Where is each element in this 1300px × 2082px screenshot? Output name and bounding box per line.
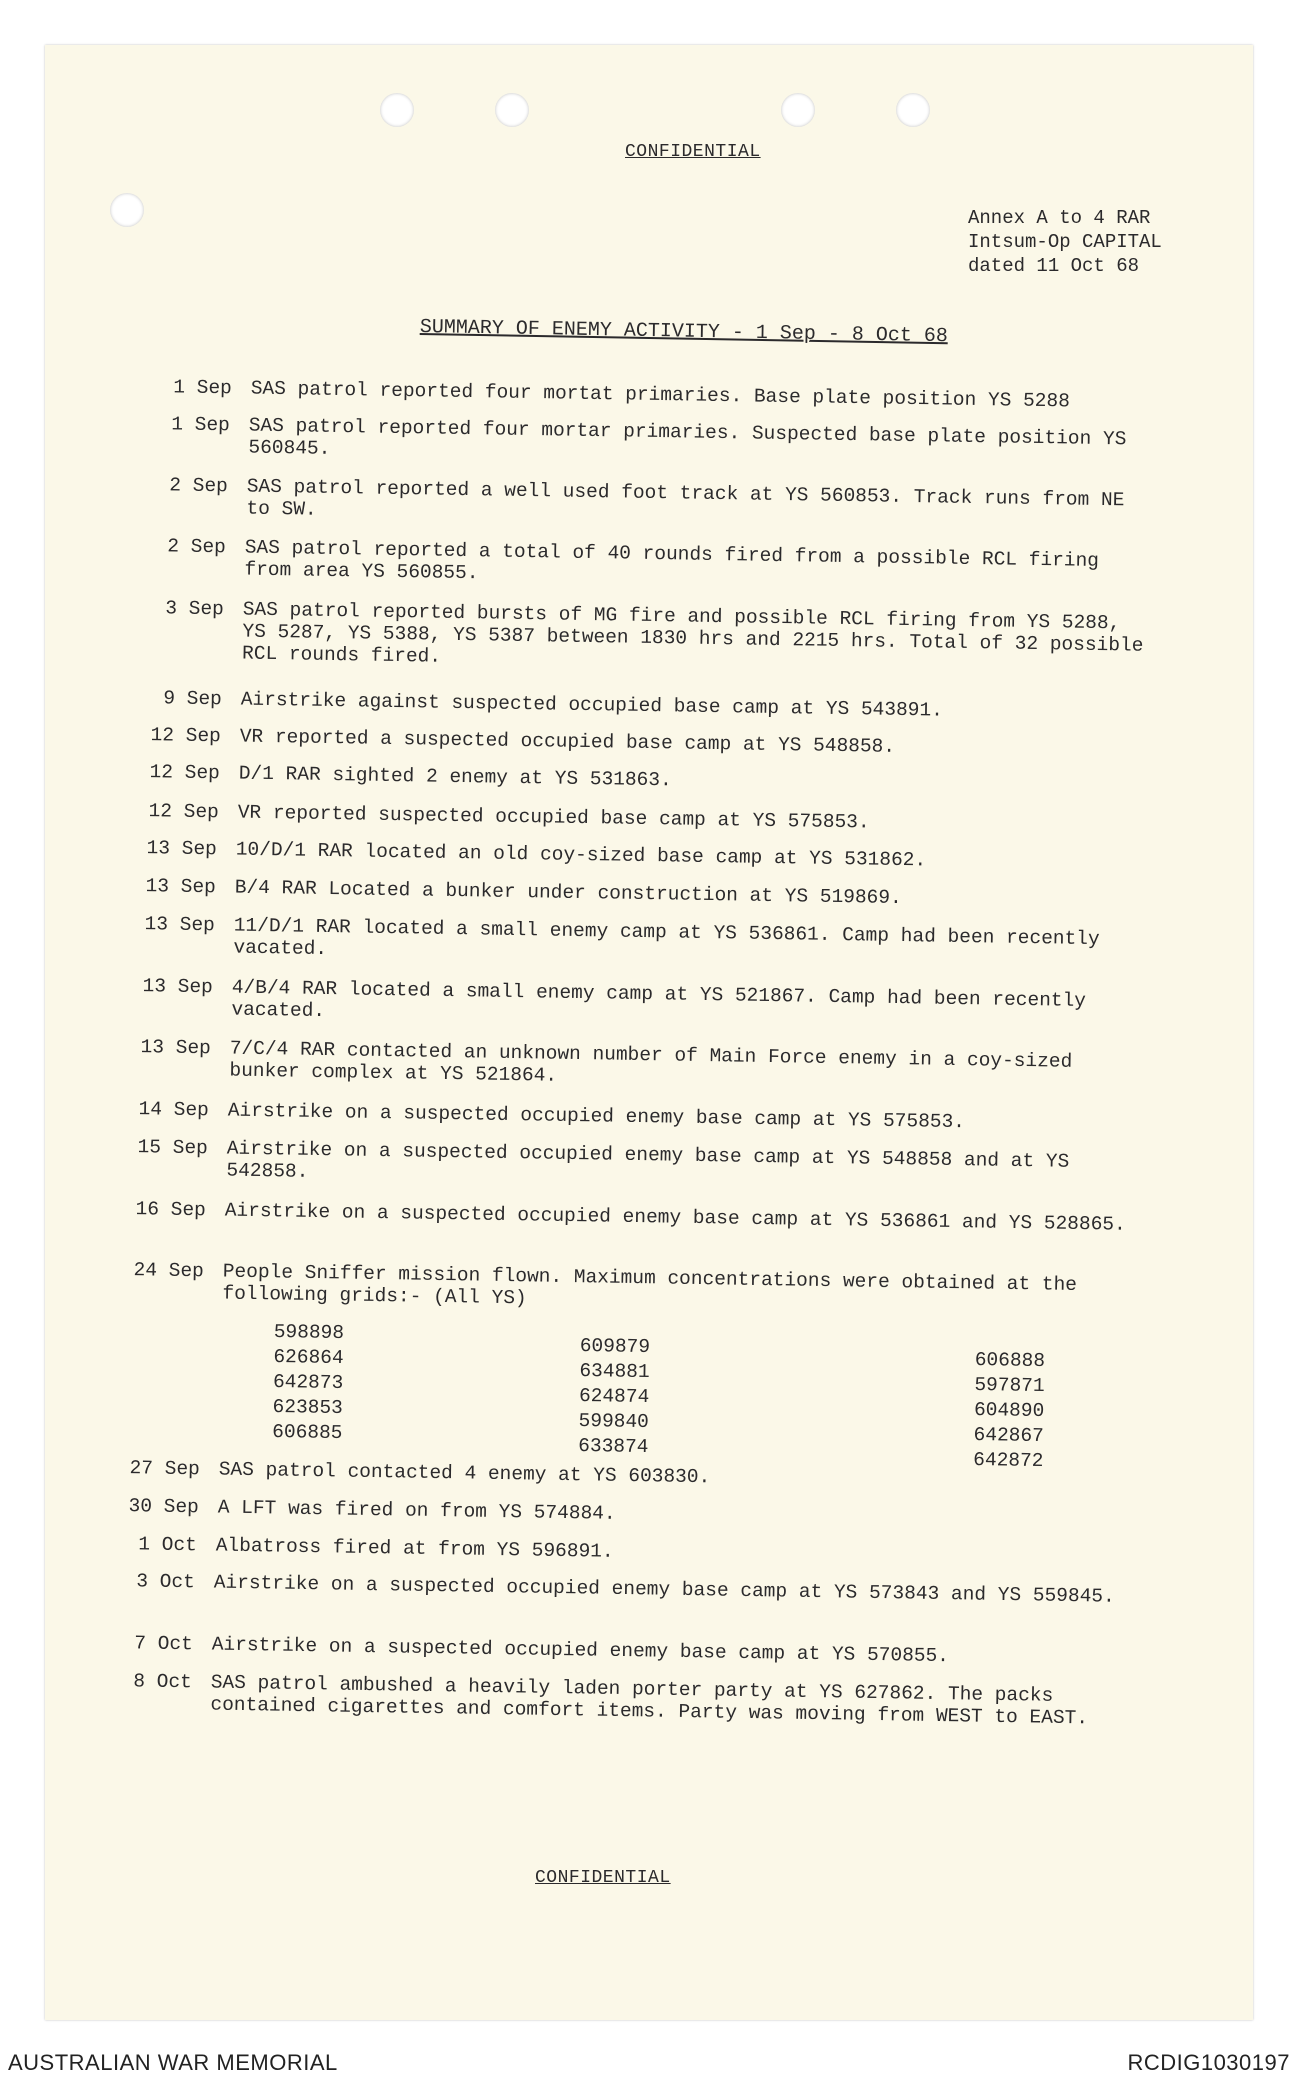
entry-date: 1 Sep bbox=[173, 376, 232, 400]
entry-text: 4/B/4 RAR located a small enemy camp at YS 521867. Camp had been recently vacated. bbox=[231, 976, 1087, 1023]
entry-text: Airstrike on a suspected occupied enemy base camp at YS 548858 and at YS 542858. bbox=[226, 1137, 1070, 1183]
entry-date: 12 Sep bbox=[150, 724, 221, 748]
grid-reference: 642873 bbox=[272, 1370, 344, 1395]
grid-column bbox=[272, 1320, 344, 1446]
entry-date: 1 Oct bbox=[138, 1533, 197, 1557]
entry-date: 2 Sep bbox=[169, 474, 228, 498]
entry-text: Airstrike on a suspected occupied enemy base camp at YS 570855. bbox=[211, 1633, 950, 1668]
entry-text: Airstrike on a suspected occupied enemy base camp at YS 575853. bbox=[227, 1099, 966, 1134]
entry-date: 12 Sep bbox=[148, 800, 219, 824]
entry-text: 11/D/1 RAR located a small enemy camp at YS 536861. Camp had been recently vacated. bbox=[233, 914, 1100, 961]
entry-date: 8 Oct bbox=[133, 1670, 192, 1694]
entry-text: SAS patrol reported a total of 40 rounds fired from a possible RCL firing from area YS 560855. bbox=[244, 536, 1100, 585]
entry-text: SAS patrol reported four mortat primaries. Base plate position YS 5288 bbox=[250, 377, 1071, 413]
entry-text: VR reported suspected occupied base camp at YS 575853. bbox=[237, 801, 870, 834]
entry-text: D/1 RAR sighted 2 enemy at YS 531863. bbox=[238, 762, 672, 792]
entry-text: 7/C/4 RAR contacted an unknown number of Main Force enemy in a coy-sized bunker complex at YS 521864. bbox=[229, 1037, 1073, 1087]
entry-date: 13 Sep bbox=[144, 913, 215, 937]
entry-date: 14 Sep bbox=[138, 1098, 209, 1122]
entry-text: Airstrike against suspected occupied base camp at YS 543891. bbox=[240, 688, 944, 722]
annex-line: Intsum-Op CAPITAL bbox=[968, 231, 1162, 253]
entry-date: 2 Sep bbox=[167, 535, 226, 559]
grid-reference: 642867 bbox=[973, 1423, 1045, 1448]
grid-reference: 597871 bbox=[974, 1373, 1045, 1398]
entry-text: 10/D/1 RAR located an old coy-sized base camp at YS 531862. bbox=[235, 838, 927, 872]
annex-line: dated 11 Oct 68 bbox=[968, 255, 1140, 277]
entry-date: 13 Sep bbox=[146, 837, 217, 861]
entry-date: 3 Sep bbox=[165, 597, 224, 621]
entry-date: 7 Oct bbox=[134, 1632, 193, 1656]
entry-date: 13 Sep bbox=[142, 975, 213, 999]
entry-date: 13 Sep bbox=[145, 875, 216, 899]
entry-date: 13 Sep bbox=[140, 1036, 211, 1060]
grid-reference: 604890 bbox=[973, 1398, 1045, 1423]
grid-reference: 599840 bbox=[578, 1409, 650, 1434]
entry-text: A LFT was fired on from YS 574884. bbox=[217, 1496, 616, 1525]
entry-text: VR reported a suspected occupied base camp at YS 548858. bbox=[239, 725, 896, 758]
annex-line: Annex A to 4 RAR bbox=[968, 207, 1151, 229]
entry-text: Airstrike on a suspected occupied enemy base camp at YS 573843 and YS 559845. bbox=[213, 1571, 1115, 1608]
grid-reference: 633874 bbox=[578, 1434, 649, 1459]
entry-text: Albatross fired at from YS 596891. bbox=[215, 1534, 614, 1563]
entry-text: People Sniffer mission flown. Maximum concentrations were obtained at the following grids:- (All YS) bbox=[222, 1260, 1078, 1310]
grid-column bbox=[973, 1348, 1045, 1474]
entry-date: 16 Sep bbox=[135, 1198, 206, 1222]
document-title: SUMMARY OF ENEMY ACTIVITY - 1 Sep - 8 Oct 68 bbox=[419, 316, 949, 349]
grid-reference: 642872 bbox=[973, 1448, 1044, 1473]
grid-reference: 609879 bbox=[579, 1334, 651, 1359]
grid-column bbox=[578, 1334, 650, 1460]
grid-reference: 634881 bbox=[579, 1359, 650, 1384]
entry-date: 27 Sep bbox=[129, 1457, 200, 1481]
grid-reference: 623853 bbox=[272, 1395, 344, 1420]
archive-footer bbox=[0, 2044, 1300, 2082]
entry-date: 12 Sep bbox=[149, 761, 220, 785]
archive-name: AUSTRALIAN WAR MEMORIAL bbox=[8, 2050, 338, 2075]
entry-date: 24 Sep bbox=[133, 1259, 204, 1283]
entry-text: SAS patrol contacted 4 enemy at YS 603830. bbox=[218, 1458, 711, 1489]
grid-reference: 606888 bbox=[974, 1348, 1046, 1373]
archive-identifier: RCDIG1030197 bbox=[1127, 2050, 1290, 2075]
entry-text: SAS patrol reported bursts of MG fire and possible RCL firing from YS 5288, YS 5287, YS 5388, YS 5387 between 1830 hrs and 2215 hrs. Total of 32 possible RCL rounds fired. bbox=[241, 598, 1144, 668]
entry-text: SAS patrol reported a well used foot track at YS 560853. Track runs from NE to SW. bbox=[246, 475, 1125, 521]
entry-date: 9 Sep bbox=[163, 687, 222, 711]
grid-reference: 606885 bbox=[272, 1420, 343, 1445]
grid-reference: 624874 bbox=[578, 1384, 650, 1409]
entry-date: 3 Oct bbox=[136, 1570, 195, 1594]
confidential-marking-top: CONFIDENTIAL bbox=[625, 142, 761, 162]
entry-text: SAS patrol ambushed a heavily laden porter party at YS 627862. The packs contained cigarettes and comfort items. Party was moving from WEST to EAST. bbox=[210, 1671, 1089, 1730]
entry-text: SAS patrol reported four mortar primaries. Suspected base plate position YS 560845. bbox=[248, 414, 1127, 460]
confidential-marking-bottom: CONFIDENTIAL bbox=[535, 1868, 671, 1888]
entry-date: 30 Sep bbox=[128, 1495, 199, 1519]
entry-text: Airstrike on a suspected occupied enemy base camp at YS 536861 and YS 528865. bbox=[224, 1199, 1126, 1236]
entry-date: 1 Sep bbox=[171, 413, 230, 437]
entry-text: B/4 RAR Located a bunker under construction at YS 519869. bbox=[234, 876, 902, 910]
entry-date: 15 Sep bbox=[137, 1136, 208, 1160]
grid-reference: 626864 bbox=[273, 1345, 344, 1370]
grid-reference: 598898 bbox=[273, 1320, 345, 1345]
